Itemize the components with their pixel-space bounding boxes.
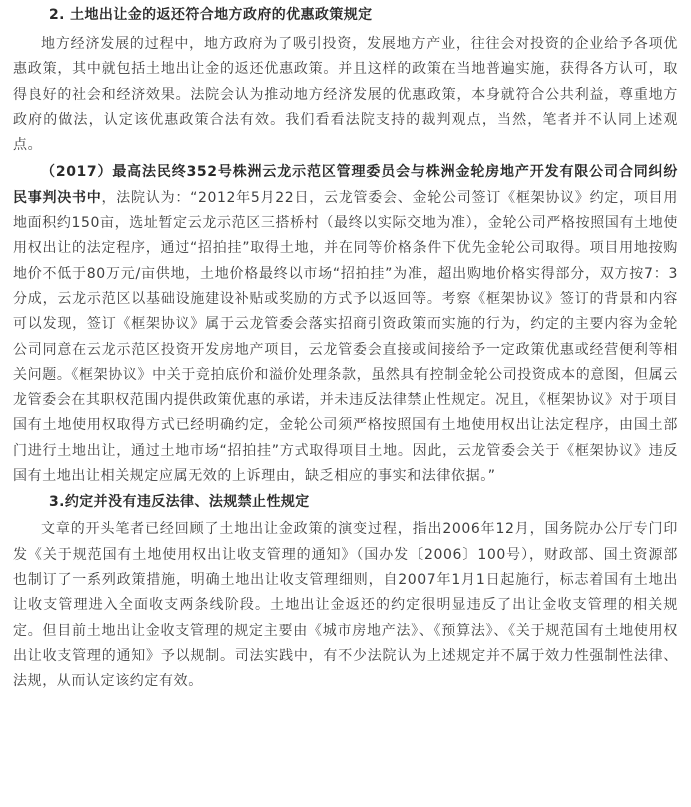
case-citation-lead: （2017）最高法民终352号株洲云龙示范区管理委员会与株洲金轮房地产开发有限公司合同纠纷民事判决书中 [13,164,678,206]
section-3-heading: 3.约定并没有违反法律、法规禁止性规定 [49,494,310,511]
case-citation-text: ，法院认为：“2012年5月22日，云龙管委会、金轮公司签订《框架协议》约定，项目用地面积约150亩，选址暂定云龙示范区三搭桥村（最终以实际交地为准），金轮公司严格按照国有土地使用权出让的法定程序，通过“招拍挂”取得土地，并在同等价格条件下优先金轮公司取得。项目用地按购地价不低于80万元/亩供地，土地价格最终以市场“招拍挂”为准，超出购地价格实得部分，双方按7：3分成，云龙示范区以基础设施建设补贴或奖励的方式予以返回等。考察《框架协议》签订的背景和内容可以发现，签订《框架协议》属于云龙管委会落实招商引资政策而实施的行为，约定的主要内容为金轮公司同意在云龙示范区投资开发房地产项目，云龙管委会直接或间接给予一定政策优惠或经营便利等相关问题。《框架协议》中关于竞拍底价和溢价处理条款，虽然具有控制金轮公司投资成本的意图，但属云龙管委会在其职权范围内提供政策优惠的承诺，并未违反法律禁止性规定。况且，《框架协议》对于项目国有土地使用权取得方式已经明确约定，金轮公司须严格按照国有土地使用权出让法定程序，由国土部门进行土地出让，通过土地市场“招拍挂”方式取得项目土地。因此，云龙管委会关于《框架协议》违反国有土地出让相关规定应属无效的上诉理由，缺乏相应的事实和法律依据。” [13,189,678,485]
section-2-heading: 2. 土地出让金的返还符合地方政府的优惠政策规定 [49,7,373,23]
section-3-paragraph: 文章的开头笔者已经回顾了土地出让金政策的演变过程，指出2006年12月，国务院办公厅专门印发《关于规范国有土地使用权出让收支管理的通知》（国办发〔2006〕100号），财政部、国土资源部也制订了一系列政策措施，明确土地出让收支管理细则，自2007年1月1日起施行，标志着国有土地出让收支管理进入全面收支两条线阶段。土地出让金返还的约定很明显违反了出让金收支管理的相关规定。但目前土地出让金收支管理的规定主要由《城市房地产法》、《预算法》、《关于规范国有土地使用权出让收支管理的通知》予以规制。司法实践中，有不少法院认为上述规定并不属于效力性强制性法律、法规，从而认定该约定有效。 [13,521,678,690]
section-2-paragraph: 地方经济发展的过程中，地方政府为了吸引投资，发展地方产业，往往会对投资的企业给予各项优惠政策，其中就包括土地出让金的返还优惠政策。并且这样的政策在当地普遍实施，获得各方认可，取得良好的社会和经济效果。法院会认为推动地方经济发展的优惠政策，本身就符合公共利益，尊重地方政府的做法，认定该优惠政策合法有效。我们看看法院支持的裁判观点，当然，笔者并不认同上述观点。 [13,36,678,154]
case-citation-paragraph [13,160,678,489]
